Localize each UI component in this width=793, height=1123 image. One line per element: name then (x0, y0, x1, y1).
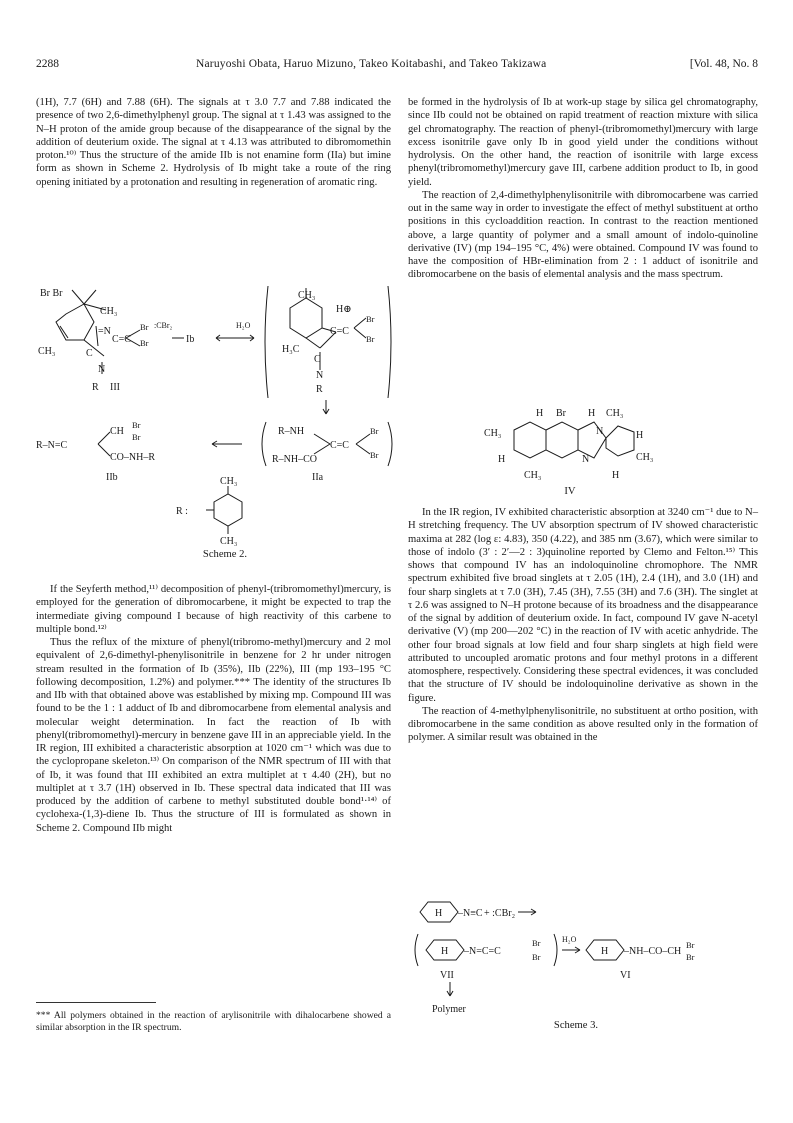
s2-br-1: Br (140, 322, 149, 332)
running-header (36, 58, 758, 76)
iv-h-1: H (536, 408, 544, 419)
paragraph: In the IR region, IV exhibited characteristic absorption at 3240 cm⁻¹ due to N–H stretching frequency. The UV absorption spectrum of IV showed characteristic maxima at 282 (log ε: 4.83), 350 (4.22), and 385 nm (3.67), which were similar to those of indolo (3′ : 2′—2 : 3)quinoline reported by Clemo and Felton.¹⁵⁾ This shows that compound IV has an indoloquinoline chromophore. The NMR spectrum exhibited five broad singlets at τ 2.05 (1H), 2.4 (1H), and 3.0 (1H) and four sharp singlets at τ 7.0 (3H), 7.45 (3H), 7.55 (3H) and 7.6 (3H). The singlet at τ 2.6 was assigned to N–H protone because of its broadness and the disappearance of the signal by addition of deuterium oxide. In fact, compound IV gave N-acetyl derivative (V) (mp 200—202 °C) in the reaction of IV with acetic anhydride. The other four broad signals at low field and four sharp singlets at high field were attributed to uncoupled aromatic protons and four methyl protons in a different atomosphere, respectively. Considering these spectral evidences, it was concluded that the structure of IV should be indoloquinoline derivative as shown in the figure. (408, 507, 758, 704)
s2-br-7: Br (370, 426, 379, 436)
s2-br-br: Br Br (40, 288, 63, 299)
compound-iv-structure (484, 404, 684, 494)
s2-ch3-b: CH₃ (38, 346, 56, 357)
s3-h-3: H (601, 946, 609, 957)
s2-br-6: Br (132, 432, 141, 442)
s2-cc-2: C=C (330, 326, 349, 337)
s3-br-1: Br (532, 938, 541, 948)
s2-cc-3: C=C (330, 440, 349, 451)
page-number: 2288 (36, 58, 59, 70)
s2-h3c: H₃C (282, 344, 300, 355)
s3-br-4: Br (686, 952, 695, 962)
s2-r-nh: R–NH (278, 426, 305, 437)
s2-br-2: Br (140, 338, 149, 348)
iv-h-3: H (636, 430, 644, 441)
s2-ch3-e: CH₃ (220, 536, 238, 547)
s2-br-4: Br (366, 334, 375, 344)
scheme-3-diagram (414, 898, 754, 1028)
iv-n-1: N (596, 426, 604, 437)
s2-n: N (98, 364, 106, 375)
right-column-top (408, 96, 758, 282)
s3-vii-label: VII (440, 970, 454, 981)
s2-br-5: Br (132, 420, 141, 430)
s2-ch3-c: CH₃ (298, 290, 316, 301)
s2-c-2: C (314, 354, 321, 365)
iv-n-2: N (582, 454, 590, 465)
s2-br-8: Br (370, 450, 379, 460)
s2-n-2: N (316, 370, 324, 381)
footnote-rule (36, 1002, 156, 1003)
s2-ch: CH (110, 426, 124, 437)
s2-cbr2: :CBr₂ (154, 321, 173, 330)
s2-r: R (92, 382, 99, 393)
s2-h2o: H₂O (236, 321, 251, 330)
s2-h-plus: H⊕ (336, 304, 352, 315)
paragraph: (1H), 7.7 (6H) and 7.88 (6H). The signals at τ 3.0 7.7 and 7.88 indicated the presence of two 2,6-dimethylphenyl group. The signal at τ 1.43 was assigned to the N–H proton of the amide group because of the disappearance of the signal by the addition of deuterium oxide. The signal at τ 4.13 was attributed to dibromomethin proton.¹⁰⁾ Thus the structure of the amide IIb is not enamine form (IIa) but imine form as shown in Scheme 2. Hydrolysis of Ib might take a route of the ring opening initiated by a protonation and resulting in regeneration of aromatic ring. (36, 97, 391, 188)
s2-ib: Ib (186, 334, 195, 345)
iv-ch3-3: CH₃ (636, 452, 654, 463)
s2-n-eq: =N (98, 326, 111, 337)
s2-ch3-d: CH₃ (220, 476, 238, 487)
s3-nc: –N≡C (458, 908, 483, 919)
iv-ch3-2: CH₃ (484, 428, 502, 439)
ring-protonated (290, 298, 322, 338)
s2-r-colon: R : (176, 506, 188, 517)
paragraph: be formed in the hydrolysis of Ib at work-up stage by silica gel chromatography, since IIb could not be obtained on rapid treatment of reaction mixture with silica gel chromatography. The reaction of phenyl-(tribromomethyl)mercury with large excess isonitrile gave only Ib in good yield under the conditions without hydrolysis. On the other hand, the reaction of isonitrile with large excess phenyl(tribromomethyl)mercury gave III, carbene addition product to Ib, in good yield. (408, 97, 758, 188)
paragraph: If the Seyferth method,¹¹⁾ decomposition of phenyl-(tribromomethyl)mercury, is employed for the generation of dibromocarbene, it might be expected to trap the intermediate giving compound I because of high reactivity of this carbene to multiple bond.¹²⁾ (36, 584, 391, 635)
s2-ch3-a: CH₃ (100, 306, 118, 317)
volume-info: [Vol. 48, No. 8 (689, 58, 758, 70)
s2-r-n: R–N=C (36, 440, 68, 451)
paragraph: The reaction of 4-methylphenylisonitrile, no substituent at ortho position, with dibromocarbene in the same condition as above resulted only in the formation of polymer. A similar result was obtained in the (408, 705, 758, 744)
s3-polymer: Polymer (432, 1004, 466, 1015)
iv-h-4: H (498, 454, 506, 465)
s2-iii-label: III (110, 382, 120, 393)
s3-h-1: H (435, 908, 443, 919)
s3-br-2: Br (532, 952, 541, 962)
s3-vi-label: VI (620, 970, 631, 981)
iv-ch3-4: CH₃ (524, 470, 542, 481)
s3-amide: –NH–CO–CH (624, 946, 682, 957)
footnote: *** All polymers obtained in the reaction of arylisonitrile with dihalocarbene showed a similar absorption in the IR spectrum. (36, 1010, 391, 1033)
s2-r-2: R (316, 384, 323, 395)
iv-h-2: H (588, 408, 596, 419)
s2-iia-label: IIa (312, 472, 324, 483)
left-column-top (36, 96, 391, 189)
scheme-2-caption: Scheme 2. (202, 549, 248, 560)
s3-br-3: Br (686, 940, 695, 950)
iv-br: Br (556, 408, 566, 419)
s3-h-2: H (441, 946, 449, 957)
iv-h-5: H (612, 470, 620, 481)
right-column-middle (408, 506, 758, 745)
s3-ncc: –N=C=C (464, 946, 501, 957)
scheme-3-caption: Scheme 3. (553, 1020, 599, 1031)
paragraph: Thus the reflux of the mixture of phenyl(tribromo-methyl)mercury and 2 mol equivalent of 2,6-dimethyl-phenylisonitrile in benzene for 2 hr under nitrogen stream resulted in the formation of Ib (35%), IIb (22%), III (mp 193–195 °C following decomposition, 1.2%) and polymer.*** The identity of the structures Ib and IIb with that obtained above was established by mixing mp. Compound III was found to be the 1 : 1 adduct of Ib and dibromocarbene from elemental analysis and molecular weight determination. In fact the reaction of Ib with phenyl(tribromomethyl)-mercury in benzene gave III in an appreciable yield. In the IR region, III exhibited a characteristic absorption at 1020 cm⁻¹ which was due to the cyclopropane skeleton.¹³⁾ On comparison of the NMR spectrum of III with that of Ib, it was found that III exhibited an extra multiplet at τ 4.40 (2H), but no multiplet at τ 3.7 (1H) observed in Ib. These spectral data indicated that III was produced by the addition of carbene to methyl substituted double bond¹·¹⁴⁾ of cyclohexa-(1,3)-diene Ib. Thus the structure of III is formulated as shown in Scheme 2. Compound IIb might (36, 637, 391, 834)
paragraph: The reaction of 2,4-dimethylphenylisonitrile with dibromocarbene was carried out in the same way in order to investigate the effect of methyl substituent at ortho positions in this cycloaddition reaction. In contrast to the reaction mentioned above, a large quantity of polymer and a small amount of indolo-quinoline derivative (IV) (mp 194–195 °C, 4%) were obtained. Compound IV was found to have the composition of HBr-elimination from 2 : 1 adduct of isonitrile and dibromocarbene on the basis of elemental analysis and the mass spectrum. (408, 189, 758, 281)
s2-br-3: Br (366, 314, 375, 324)
s2-iib-label: IIb (106, 472, 118, 483)
s2-c: C (86, 348, 93, 359)
compound-iv-caption: IV (564, 486, 576, 497)
s3-plus-cbr2: + :CBr₂ (484, 908, 516, 919)
author-line: Naruyoshi Obata, Haruo Mizuno, Takeo Koitabashi, and Takeo Takizawa (196, 58, 547, 70)
ring-r-aryl (214, 494, 242, 526)
left-column-bottom (36, 583, 391, 835)
scheme-2-diagram (36, 282, 396, 582)
iv-ch3-1: CH₃ (606, 408, 624, 419)
s2-r-nh-co: R–NH–CO (272, 454, 318, 465)
s2-co-nh-r: CO–NH–R (110, 452, 156, 463)
s2-cc: C=C (112, 334, 131, 345)
ring-iii (56, 304, 94, 340)
s3-h2o: H₂O (562, 935, 577, 944)
